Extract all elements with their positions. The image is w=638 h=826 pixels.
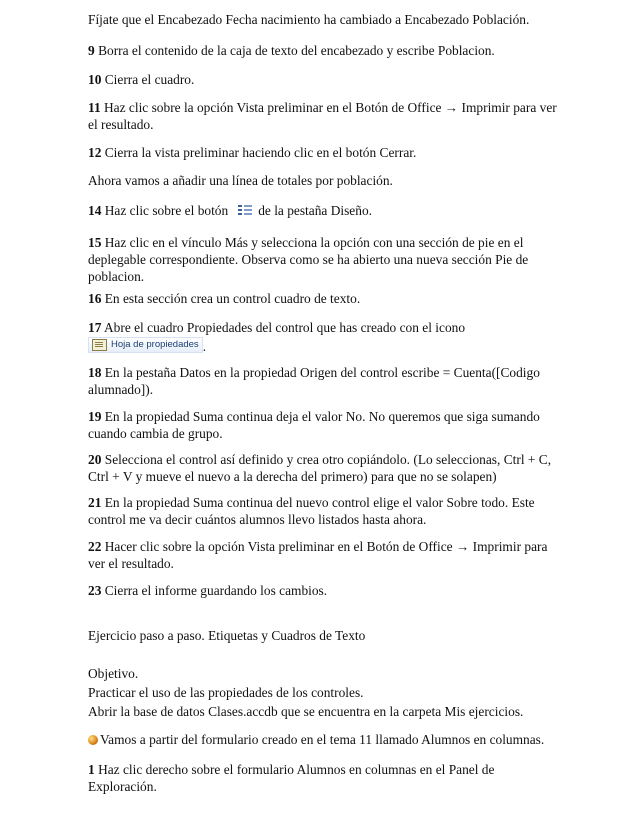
step-1 [88, 761, 558, 795]
step-19 [88, 408, 558, 442]
objective-label-text: Objetivo. [88, 666, 139, 681]
property-sheet-button-label: Hoja de propiedades [111, 339, 199, 350]
group-sort-icon [238, 204, 252, 217]
step-text: Selecciona el control así definido y crea otro copiándolo. (Lo seleccionas, Ctrl + C, Ctrl + V y mueve el nuevo a la derecha del primero) para que no se solapen) [88, 452, 552, 484]
step-text: Haz clic en el vínculo Más y selecciona la opción con una sección de pie en el deplegable correspondiente. Observa como se ha abierto una nueva sección Pie de poblacion. [88, 235, 529, 284]
open-database [88, 703, 558, 720]
step-21 [88, 494, 558, 528]
step-text: En esta sección crea un control cuadro de texto. [104, 291, 361, 306]
step-number: 14 [88, 203, 102, 218]
step-number: 10 [88, 72, 102, 87]
step-number: 23 [88, 583, 102, 598]
step-12 [88, 144, 558, 161]
note [88, 731, 558, 748]
step-18 [88, 364, 558, 398]
step-number: 11 [88, 100, 101, 115]
step-15 [88, 234, 558, 285]
paragraph-text: Ahora vamos a añadir una línea de totales por población. [88, 173, 393, 188]
step-text: Abre el cuadro Propiedades del control que has creado con el icono [104, 320, 466, 335]
step-text: . [202, 339, 207, 354]
step-number: 9 [88, 43, 95, 58]
step-16 [88, 290, 558, 307]
exercise-title [88, 627, 558, 644]
step-text: Haz clic sobre el botón [104, 203, 229, 218]
step-number: 1 [88, 762, 95, 777]
step-text: Haz clic sobre la opción Vista preliminar en el Botón de Office → Imprimir para ver el resultado. [88, 100, 557, 132]
step-text: Borra el contenido de la caja de texto del encabezado y escribe Poblacion. [98, 43, 495, 58]
step-17 [88, 319, 558, 355]
step-number: 21 [88, 495, 102, 510]
step-number: 19 [88, 409, 102, 424]
step-text: En la propiedad Suma continua deja el valor No. No queremos que siga sumando cuando cambia de grupo. [88, 409, 540, 441]
paragraph-fijate [88, 11, 558, 28]
orange-bullet-icon [88, 735, 98, 745]
step-number: 18 [88, 365, 102, 380]
step-23 [88, 582, 558, 599]
objective-label [88, 665, 558, 682]
step-text: Cierra la vista preliminar haciendo clic en el botón Cerrar. [104, 145, 417, 160]
note-text: Vamos a partir del formulario creado en el tema 11 llamado Alumnos en columnas. [100, 732, 545, 747]
step-text: En la propiedad Suma continua del nuevo control elige el valor Sobre todo. Este control me va decir cuántos alumnos llevo listados hasta ahora. [88, 495, 535, 527]
open-database-text: Abrir la base de datos Clases.accdb que se encuentra en la carpeta Mis ejercicios. [88, 704, 524, 719]
objective-text [88, 684, 558, 701]
step-20 [88, 451, 558, 485]
step-10 [88, 71, 558, 88]
step-number: 15 [88, 235, 102, 250]
step-9 [88, 42, 558, 59]
step-11 [88, 99, 558, 133]
step-text: Hacer clic sobre la opción Vista preliminar en el Botón de Office → Imprimir para ver el resultado. [88, 539, 548, 571]
step-number: 12 [88, 145, 102, 160]
property-sheet-icon [92, 339, 107, 351]
step-text: Haz clic derecho sobre el formulario Alumnos en columnas en el Panel de Exploración. [88, 762, 495, 794]
exercise-title-text: Ejercicio paso a paso. Etiquetas y Cuadros de Texto [88, 628, 366, 643]
step-14 [88, 202, 558, 219]
property-sheet-button[interactable] [88, 337, 203, 353]
step-text: Cierra el cuadro. [104, 72, 195, 87]
step-number: 17 [88, 320, 102, 335]
step-text: Cierra el informe guardando los cambios. [104, 583, 328, 598]
totals-intro [88, 172, 558, 189]
paragraph-text: Fíjate que el Encabezado Fecha nacimiento ha cambiado a Encabezado Población. [88, 12, 530, 27]
step-number: 16 [88, 291, 102, 306]
step-number: 22 [88, 539, 102, 554]
step-text: de la pestaña Diseño. [258, 203, 372, 218]
step-22 [88, 538, 558, 572]
objective-body: Practicar el uso de las propiedades de los controles. [88, 685, 364, 700]
step-number: 20 [88, 452, 102, 467]
step-text: En la pestaña Datos en la propiedad Origen del control escribe = Cuenta([Codigo alumnado]). [88, 365, 540, 397]
